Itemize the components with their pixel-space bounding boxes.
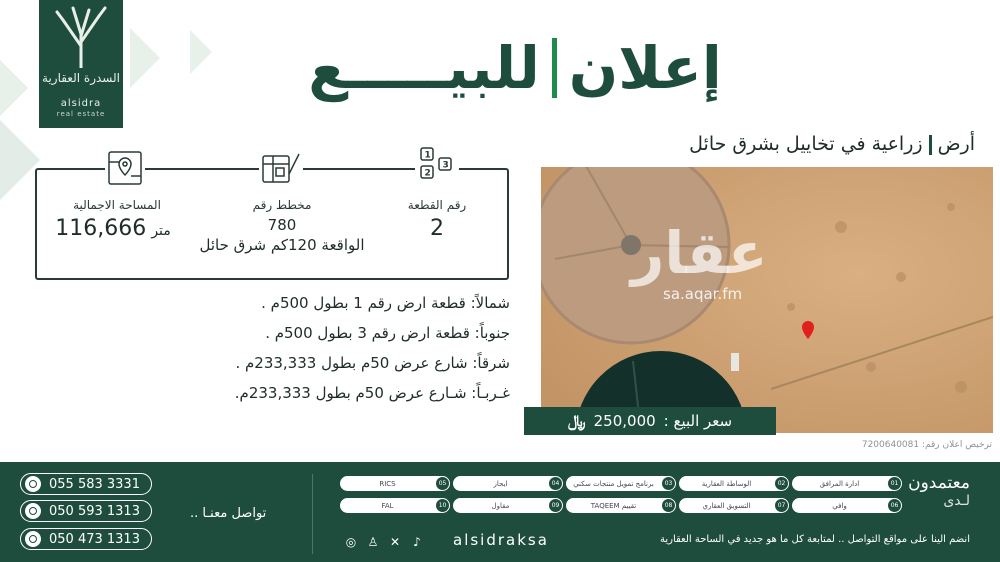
instagram-icon[interactable]: ◎ [345, 535, 357, 549]
brand-logo [39, 0, 123, 128]
badge-08: 08 تقييم TAQEEM [566, 498, 676, 513]
watermark-logo: عقار [631, 219, 768, 287]
property-subtitle [689, 133, 975, 155]
area-value: 116,666 [55, 216, 147, 241]
price-banner [524, 407, 776, 435]
x-icon[interactable]: ✕ [389, 535, 401, 549]
page-title [265, 28, 765, 108]
title-divider [552, 38, 557, 98]
svg-text:1: 1 [424, 150, 431, 161]
logo-english-sub: real estate [56, 110, 106, 118]
spec-total-area [42, 198, 192, 241]
blueprint-icon [259, 150, 303, 188]
accredited-line1: معتمدون [908, 473, 970, 493]
svg-text:2: 2 [424, 168, 431, 179]
subtitle-divider [929, 135, 932, 155]
badge-01: 01 ادارة المرافق [792, 476, 902, 491]
boundary-north: شمالاً: قطعة ارض رقم 1 بطول 500م . [261, 294, 510, 312]
phone-2[interactable] [20, 500, 152, 522]
tree-logo-icon [53, 6, 109, 68]
phone-3[interactable] [20, 528, 152, 550]
phone-2-number: 050 593 1313 [49, 503, 140, 519]
title-part2: للبيـــــع [308, 34, 540, 102]
decorative-triangle [0, 60, 28, 116]
tiktok-icon[interactable]: ♪ [413, 535, 421, 549]
area-unit: متر [151, 223, 171, 239]
phone-3-number: 050 473 1313 [49, 531, 140, 547]
riyal-icon: ﷼ [567, 411, 586, 430]
badge-05: 05 RICS [340, 476, 450, 491]
contact-us-label: تواصل معنـا .. [190, 506, 267, 521]
logo-arabic-name: السدرة العقارية [42, 71, 120, 85]
title-part1: إعلان [568, 34, 722, 102]
spec-plan-number [187, 198, 377, 254]
whatsapp-icon [25, 503, 41, 519]
boundaries-list [235, 288, 510, 408]
boundary-east: شرقاً: شارع عرض 50م بطول 233,333م . [235, 354, 510, 372]
subtitle-label: أرض [937, 133, 975, 155]
plot-number-value: 2 [430, 216, 444, 241]
follow-text: انضم الينا على مواقع التواصل .. لمتابعة كل ما هو جديد في الساحة العقارية [659, 534, 970, 545]
badge-02: 02 الوساطة العقارية [679, 476, 789, 491]
footer-divider [312, 474, 313, 554]
watermark-url: sa.aqar.fm [663, 285, 743, 303]
badge-06: 06 وافي [792, 498, 902, 513]
boundary-west: غـربـاً: شـارع عرض 50م بطول 233,333م. [234, 384, 510, 402]
map-pin-plan-icon [105, 148, 145, 188]
whatsapp-icon [25, 531, 41, 547]
phone-1[interactable] [20, 473, 152, 495]
snapchat-icon[interactable]: ♙ [367, 535, 379, 549]
price-value: 250,000 [593, 412, 656, 430]
social-icons [343, 534, 425, 550]
badge-03: 03 برنامج تمويل منتجات سكني [566, 476, 676, 491]
satellite-image [541, 167, 993, 433]
license-number: ترخيص اعلان رقم: 7200640081 [861, 440, 992, 450]
decorative-triangle [0, 120, 40, 200]
accredited-line2: لـدى [943, 493, 970, 509]
price-label: سعر البيع : [663, 412, 733, 430]
logo-english-name: alsidra [60, 98, 102, 109]
social-handle[interactable]: alsidraksa [453, 531, 549, 549]
badge-07: 07 التسويق العقاري [679, 498, 789, 513]
area-label: المساحة الاجمالية [73, 198, 161, 212]
footer [0, 462, 1000, 562]
area-value-row [42, 216, 192, 241]
numbered-blocks-icon [415, 146, 459, 184]
accredited-by [908, 474, 970, 510]
subtitle-text: زراعية في تخاييل بشرق حائل [689, 133, 923, 155]
plot-number-label: رقم القطعة [407, 198, 467, 212]
phone-1-number: 055 583 3331 [49, 476, 140, 492]
whatsapp-icon [25, 476, 41, 492]
badge-09: 09 مقاول [453, 498, 563, 513]
plan-number-value: 780 [267, 216, 297, 234]
decorative-triangle [190, 30, 212, 74]
plan-number-label: مخطط رقم [252, 198, 312, 212]
plan-location: الواقعة 120كم شرق حائل [199, 236, 365, 254]
svg-text:3: 3 [442, 160, 449, 171]
spec-plot-number [382, 198, 492, 241]
decorative-triangle [130, 28, 160, 88]
badge-04: 04 ايجار [453, 476, 563, 491]
badge-10: 10 FAL [340, 498, 450, 513]
boundary-south: جنوباً: قطعة ارض رقم 3 بطول 500م . [265, 324, 510, 342]
specs-box [35, 150, 509, 280]
